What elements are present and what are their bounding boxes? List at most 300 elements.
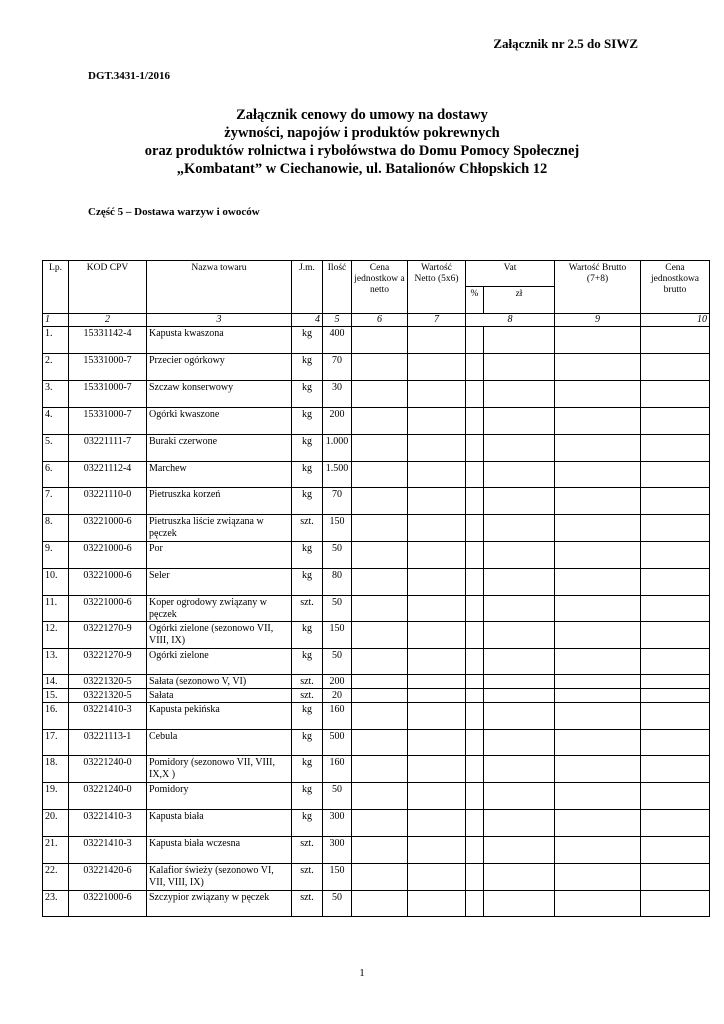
cell-qty: 70	[323, 488, 352, 515]
cell-jm: szt.	[292, 515, 323, 542]
table-row	[43, 462, 710, 488]
table-row	[43, 515, 710, 542]
cell-cpv: 15331000-7	[69, 408, 147, 435]
cell-name: Koper ogrodowy związany w pęczek	[147, 596, 292, 622]
cell-vat-amount	[484, 622, 555, 649]
table-row	[43, 689, 710, 703]
cell-vat-percent	[466, 864, 484, 891]
cell-cpv: 03221000-6	[69, 542, 147, 569]
cell-vat-percent	[466, 327, 484, 354]
cell-vat-percent	[466, 837, 484, 864]
header-vat: Vat	[466, 261, 555, 287]
cell-gross-value	[555, 327, 641, 354]
cell-vat-percent	[466, 515, 484, 542]
cell-vat-amount	[484, 649, 555, 675]
cell-lp: 21.	[43, 837, 69, 864]
cell-unit-net	[352, 783, 408, 810]
cell-vat-amount	[484, 675, 555, 689]
cell-jm: szt.	[292, 675, 323, 689]
cell-cpv: 03221320-5	[69, 675, 147, 689]
cell-cpv: 03221113-1	[69, 730, 147, 756]
cell-vat-amount	[484, 756, 555, 783]
cell-qty: 50	[323, 542, 352, 569]
cell-net-value	[408, 381, 466, 408]
cell-name: Cebula	[147, 730, 292, 756]
cell-net-value	[408, 596, 466, 622]
table-row	[43, 542, 710, 569]
cell-vat-amount	[484, 703, 555, 730]
header-vat-amount: zł	[484, 287, 555, 314]
cell-name: Kapusta pekińska	[147, 703, 292, 730]
cell-lp: 18.	[43, 756, 69, 783]
cell-vat-percent	[466, 783, 484, 810]
cell-net-value	[408, 689, 466, 703]
table-row	[43, 649, 710, 675]
cell-cpv: 15331142-4	[69, 327, 147, 354]
cell-vat-percent	[466, 649, 484, 675]
cell-gross-value	[555, 542, 641, 569]
cell-jm: szt.	[292, 891, 323, 917]
cell-lp: 2.	[43, 354, 69, 381]
column-number: 1	[43, 314, 69, 327]
cell-lp: 22.	[43, 864, 69, 891]
cell-unit-net	[352, 435, 408, 462]
cell-lp: 17.	[43, 730, 69, 756]
cell-name: Buraki czerwone	[147, 435, 292, 462]
cell-name: Kapusta biała	[147, 810, 292, 837]
title-line: oraz produktów rolnictwa i rybołówstwa do Domu Pomocy Społecznej	[144, 143, 580, 159]
table-row	[43, 596, 710, 622]
cell-vat-amount	[484, 810, 555, 837]
cell-vat-percent	[466, 488, 484, 515]
cell-net-value	[408, 515, 466, 542]
cell-qty: 1.500	[323, 462, 352, 488]
header-name: Nazwa towaru	[147, 261, 292, 314]
cell-unit-net	[352, 891, 408, 917]
cell-unit-net	[352, 596, 408, 622]
cell-vat-amount	[484, 569, 555, 596]
table-row	[43, 381, 710, 408]
cell-unit-net	[352, 408, 408, 435]
cell-qty: 50	[323, 649, 352, 675]
cell-net-value	[408, 649, 466, 675]
cell-jm: kg	[292, 569, 323, 596]
header-net-value: Wartość Netto (5x6)	[408, 261, 466, 314]
cell-unit-gross	[641, 810, 710, 837]
price-table	[42, 260, 710, 917]
cell-lp: 23.	[43, 891, 69, 917]
cell-unit-gross	[641, 596, 710, 622]
cell-net-value	[408, 783, 466, 810]
column-number: 10	[641, 314, 710, 327]
cell-net-value	[408, 703, 466, 730]
cell-cpv: 03221270-9	[69, 622, 147, 649]
cell-unit-gross	[641, 730, 710, 756]
cell-jm: szt.	[292, 689, 323, 703]
cell-qty: 150	[323, 622, 352, 649]
table-row	[43, 891, 710, 917]
cell-cpv: 03221410-3	[69, 703, 147, 730]
column-number: 9	[555, 314, 641, 327]
cell-jm: kg	[292, 462, 323, 488]
cell-gross-value	[555, 381, 641, 408]
cell-unit-gross	[641, 675, 710, 689]
cell-gross-value	[555, 703, 641, 730]
cell-net-value	[408, 864, 466, 891]
cell-unit-net	[352, 675, 408, 689]
cell-jm: kg	[292, 381, 323, 408]
cell-name: Ogórki zielone (sezonowo VII, VIII, IX)	[147, 622, 292, 649]
cell-cpv: 15331000-7	[69, 354, 147, 381]
title-line: żywności, napojów i produktów pokrewnych	[224, 125, 500, 141]
table-row	[43, 810, 710, 837]
cell-vat-percent	[466, 810, 484, 837]
cell-name: Kalafior świeży (sezonowo VI, VII, VIII, IX)	[147, 864, 292, 891]
cell-unit-gross	[641, 703, 710, 730]
cell-unit-net	[352, 864, 408, 891]
cell-cpv: 03221111-7	[69, 435, 147, 462]
cell-cpv: 03221000-6	[69, 891, 147, 917]
cell-name: Ogórki zielone	[147, 649, 292, 675]
cell-net-value	[408, 542, 466, 569]
cell-qty: 50	[323, 783, 352, 810]
cell-qty: 50	[323, 891, 352, 917]
cell-name: Pomidory (sezonowo VII, VIII, IX,X )	[147, 756, 292, 783]
cell-name: Sałata	[147, 689, 292, 703]
cell-vat-amount	[484, 515, 555, 542]
cell-name: Sałata (sezonowo V, VI)	[147, 675, 292, 689]
cell-unit-gross	[641, 542, 710, 569]
cell-gross-value	[555, 689, 641, 703]
cell-qty: 150	[323, 864, 352, 891]
cell-name: Marchew	[147, 462, 292, 488]
table-row	[43, 703, 710, 730]
header-unit-gross: Cena jednostkowa brutto	[641, 261, 710, 314]
column-number: 6	[352, 314, 408, 327]
cell-gross-value	[555, 864, 641, 891]
table-body	[43, 327, 710, 917]
cell-cpv: 03221000-6	[69, 515, 147, 542]
table-row	[43, 675, 710, 689]
cell-vat-amount	[484, 408, 555, 435]
cell-unit-net	[352, 756, 408, 783]
cell-name: Pietruszka liście związana w pęczek	[147, 515, 292, 542]
cell-gross-value	[555, 462, 641, 488]
cell-net-value	[408, 756, 466, 783]
cell-gross-value	[555, 354, 641, 381]
cell-unit-net	[352, 462, 408, 488]
cell-cpv: 03221112-4	[69, 462, 147, 488]
cell-vat-amount	[484, 327, 555, 354]
cell-lp: 8.	[43, 515, 69, 542]
cell-qty: 160	[323, 703, 352, 730]
cell-cpv: 03221240-0	[69, 756, 147, 783]
cell-name: Por	[147, 542, 292, 569]
cell-lp: 4.	[43, 408, 69, 435]
cell-jm: kg	[292, 327, 323, 354]
title-line: „Kombatant” w Ciechanowie, ul. Batalionów Chłopskich 12	[176, 161, 548, 177]
cell-jm: kg	[292, 649, 323, 675]
cell-gross-value	[555, 408, 641, 435]
cell-cpv: 03221420-6	[69, 864, 147, 891]
cell-lp: 11.	[43, 596, 69, 622]
cell-net-value	[408, 462, 466, 488]
cell-qty: 30	[323, 381, 352, 408]
cell-vat-amount	[484, 542, 555, 569]
cell-cpv: 03221410-3	[69, 810, 147, 837]
cell-unit-net	[352, 381, 408, 408]
cell-lp: 7.	[43, 488, 69, 515]
cell-qty: 200	[323, 408, 352, 435]
cell-jm: kg	[292, 783, 323, 810]
cell-jm: kg	[292, 435, 323, 462]
table-row	[43, 569, 710, 596]
cell-gross-value	[555, 622, 641, 649]
cell-gross-value	[555, 649, 641, 675]
cell-net-value	[408, 891, 466, 917]
cell-gross-value	[555, 810, 641, 837]
cell-cpv: 03221110-0	[69, 488, 147, 515]
cell-jm: kg	[292, 354, 323, 381]
cell-lp: 9.	[43, 542, 69, 569]
cell-gross-value	[555, 515, 641, 542]
cell-cpv: 03221240-0	[69, 783, 147, 810]
cell-unit-gross	[641, 354, 710, 381]
cell-lp: 14.	[43, 675, 69, 689]
cell-name: Pietruszka korzeń	[147, 488, 292, 515]
cell-jm: kg	[292, 488, 323, 515]
header-cpv: KOD CPV	[69, 261, 147, 314]
cell-qty: 300	[323, 810, 352, 837]
cell-lp: 13.	[43, 649, 69, 675]
cell-jm: szt.	[292, 837, 323, 864]
cell-unit-gross	[641, 408, 710, 435]
cell-vat-amount	[484, 783, 555, 810]
cell-unit-gross	[641, 756, 710, 783]
document-title	[0, 106, 724, 178]
table-row	[43, 622, 710, 649]
cell-qty: 80	[323, 569, 352, 596]
cell-unit-gross	[641, 783, 710, 810]
cell-lp: 20.	[43, 810, 69, 837]
cell-vat-percent	[466, 675, 484, 689]
cell-name: Seler	[147, 569, 292, 596]
cell-unit-net	[352, 515, 408, 542]
cell-net-value	[408, 327, 466, 354]
cell-jm: kg	[292, 408, 323, 435]
cell-unit-gross	[641, 462, 710, 488]
cell-unit-net	[352, 689, 408, 703]
cell-unit-net	[352, 354, 408, 381]
header-jm: J.m.	[292, 261, 323, 314]
cell-qty: 300	[323, 837, 352, 864]
cell-cpv: 03221410-3	[69, 837, 147, 864]
cell-net-value	[408, 569, 466, 596]
cell-net-value	[408, 488, 466, 515]
cell-unit-net	[352, 649, 408, 675]
annex-label: Załącznik nr 2.5 do SIWZ	[493, 36, 638, 51]
header-unit-net: Cena jednostkow a netto	[352, 261, 408, 314]
column-number: 4	[292, 314, 323, 327]
cell-gross-value	[555, 569, 641, 596]
cell-vat-percent	[466, 622, 484, 649]
cell-vat-amount	[484, 435, 555, 462]
cell-unit-net	[352, 730, 408, 756]
cell-net-value	[408, 675, 466, 689]
cell-qty: 20	[323, 689, 352, 703]
cell-qty: 400	[323, 327, 352, 354]
cell-net-value	[408, 730, 466, 756]
cell-net-value	[408, 622, 466, 649]
cell-unit-net	[352, 542, 408, 569]
cell-name: Ogórki kwaszone	[147, 408, 292, 435]
cell-qty: 500	[323, 730, 352, 756]
cell-cpv: 03221000-6	[69, 569, 147, 596]
cell-vat-percent	[466, 596, 484, 622]
cell-vat-percent	[466, 381, 484, 408]
table-row	[43, 730, 710, 756]
cell-vat-percent	[466, 542, 484, 569]
cell-unit-gross	[641, 381, 710, 408]
cell-vat-percent	[466, 569, 484, 596]
column-number: 5	[323, 314, 352, 327]
cell-qty: 1.000	[323, 435, 352, 462]
cell-gross-value	[555, 488, 641, 515]
cell-name: Pomidory	[147, 783, 292, 810]
cell-name: Kapusta kwaszona	[147, 327, 292, 354]
table-row	[43, 783, 710, 810]
cell-name: Przecier ogórkowy	[147, 354, 292, 381]
cell-jm: kg	[292, 703, 323, 730]
cell-vat-percent	[466, 689, 484, 703]
cell-unit-gross	[641, 435, 710, 462]
column-number: 2	[69, 314, 147, 327]
cell-net-value	[408, 810, 466, 837]
table-row	[43, 488, 710, 515]
page-number: 1	[359, 967, 365, 979]
cell-jm: kg	[292, 730, 323, 756]
table-row	[43, 435, 710, 462]
cell-lp: 3.	[43, 381, 69, 408]
cell-unit-gross	[641, 622, 710, 649]
cell-lp: 19.	[43, 783, 69, 810]
cell-jm: kg	[292, 622, 323, 649]
cell-vat-amount	[484, 891, 555, 917]
cell-gross-value	[555, 730, 641, 756]
cell-jm: szt.	[292, 596, 323, 622]
table-row	[43, 408, 710, 435]
cell-vat-amount	[484, 689, 555, 703]
cell-gross-value	[555, 596, 641, 622]
cell-jm: kg	[292, 756, 323, 783]
cell-lp: 5.	[43, 435, 69, 462]
cell-vat-percent	[466, 408, 484, 435]
header-qty: Ilość	[323, 261, 352, 314]
cell-qty: 70	[323, 354, 352, 381]
cell-qty: 200	[323, 675, 352, 689]
column-number: 8	[466, 314, 555, 327]
cell-vat-percent	[466, 703, 484, 730]
cell-gross-value	[555, 756, 641, 783]
cell-qty: 150	[323, 515, 352, 542]
cell-qty: 50	[323, 596, 352, 622]
cell-gross-value	[555, 783, 641, 810]
cell-net-value	[408, 837, 466, 864]
cell-lp: 1.	[43, 327, 69, 354]
header-vat-percent: %	[466, 287, 484, 314]
cell-vat-amount	[484, 730, 555, 756]
table-row	[43, 864, 710, 891]
cell-unit-gross	[641, 864, 710, 891]
reference-number: DGT.3431-1/2016	[88, 70, 170, 82]
cell-cpv: 03221000-6	[69, 596, 147, 622]
cell-vat-percent	[466, 891, 484, 917]
cell-unit-gross	[641, 569, 710, 596]
cell-vat-amount	[484, 381, 555, 408]
cell-lp: 15.	[43, 689, 69, 703]
cell-vat-percent	[466, 462, 484, 488]
cell-vat-amount	[484, 596, 555, 622]
cell-net-value	[408, 435, 466, 462]
table-row	[43, 327, 710, 354]
table-row	[43, 837, 710, 864]
cell-vat-amount	[484, 488, 555, 515]
cell-cpv: 15331000-7	[69, 381, 147, 408]
cell-vat-amount	[484, 354, 555, 381]
part-heading: Część 5 – Dostawa warzyw i owoców	[88, 206, 260, 218]
cell-name: Kapusta biała wczesna	[147, 837, 292, 864]
cell-unit-gross	[641, 515, 710, 542]
title-line: Załącznik cenowy do umowy na dostawy	[236, 107, 488, 123]
column-number: 7	[408, 314, 466, 327]
cell-unit-gross	[641, 689, 710, 703]
cell-unit-net	[352, 569, 408, 596]
cell-gross-value	[555, 837, 641, 864]
cell-unit-net	[352, 703, 408, 730]
cell-net-value	[408, 408, 466, 435]
header-gross-value: Wartość Brutto (7+8)	[555, 261, 641, 314]
table-row	[43, 354, 710, 381]
column-number: 3	[147, 314, 292, 327]
cell-unit-net	[352, 810, 408, 837]
cell-unit-net	[352, 488, 408, 515]
cell-vat-percent	[466, 354, 484, 381]
cell-jm: kg	[292, 810, 323, 837]
cell-vat-percent	[466, 435, 484, 462]
cell-jm: kg	[292, 542, 323, 569]
header-lp: Lp.	[43, 261, 69, 314]
cell-name: Szczypior związany w pęczek	[147, 891, 292, 917]
cell-unit-gross	[641, 891, 710, 917]
cell-vat-amount	[484, 837, 555, 864]
cell-gross-value	[555, 675, 641, 689]
cell-vat-percent	[466, 756, 484, 783]
cell-unit-gross	[641, 649, 710, 675]
cell-unit-net	[352, 327, 408, 354]
cell-unit-net	[352, 837, 408, 864]
cell-unit-net	[352, 622, 408, 649]
cell-qty: 160	[323, 756, 352, 783]
cell-unit-gross	[641, 327, 710, 354]
cell-vat-amount	[484, 462, 555, 488]
cell-unit-gross	[641, 488, 710, 515]
cell-vat-percent	[466, 730, 484, 756]
cell-gross-value	[555, 891, 641, 917]
cell-lp: 10.	[43, 569, 69, 596]
cell-net-value	[408, 354, 466, 381]
cell-lp: 12.	[43, 622, 69, 649]
cell-jm: szt.	[292, 864, 323, 891]
